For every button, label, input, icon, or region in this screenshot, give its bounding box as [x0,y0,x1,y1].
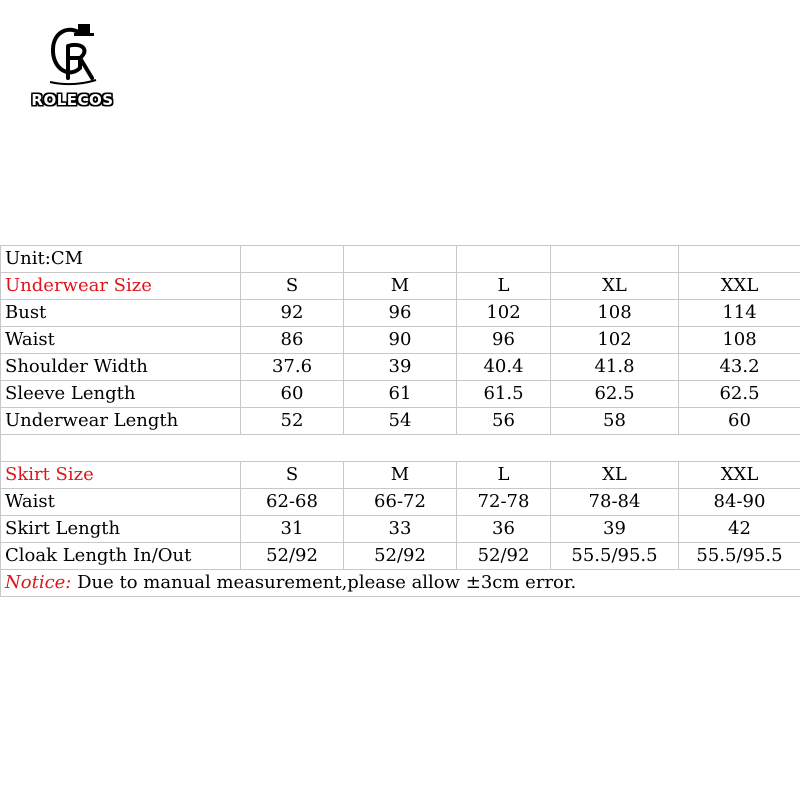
skirt-header-row [1,462,800,489]
unit-label: Unit:CM [1,246,241,273]
cell-value: 33 [344,516,457,543]
row-label: Shoulder Width [1,354,241,381]
cell-value: 54 [344,408,457,435]
cell-value: 108 [551,300,679,327]
size-header: L [457,462,551,489]
notice-row [1,570,800,597]
table-row [1,300,800,327]
row-label: Underwear Length [1,408,241,435]
size-header: M [344,273,457,300]
size-header: XL [551,273,679,300]
size-header: S [241,462,344,489]
table-row [1,543,800,570]
cell-value: 62-68 [241,489,344,516]
size-header: M [344,462,457,489]
skirt-section-title: Skirt Size [1,462,241,489]
cell-value: 62.5 [679,381,800,408]
cell-value: 56 [457,408,551,435]
table-row [1,489,800,516]
cell-value: 52/92 [457,543,551,570]
cell-value: 108 [679,327,800,354]
row-label: Waist [1,327,241,354]
size-header: XL [551,462,679,489]
underwear-section-title: Underwear Size [1,273,241,300]
cell-value: 36 [457,516,551,543]
cell-value: 55.5/95.5 [679,543,800,570]
size-header: S [241,273,344,300]
row-label: Sleeve Length [1,381,241,408]
underwear-header-row [1,273,800,300]
cell-value: 84-90 [679,489,800,516]
cell-value: 102 [551,327,679,354]
cell-value: 96 [344,300,457,327]
size-header: L [457,273,551,300]
size-chart-table [0,245,800,597]
cell-value: 72-78 [457,489,551,516]
cell-value: 58 [551,408,679,435]
cell-value: 78-84 [551,489,679,516]
unit-row [1,246,800,273]
size-header: XXL [679,273,800,300]
cell-value: 90 [344,327,457,354]
cell-value: 62.5 [551,381,679,408]
row-label: Skirt Length [1,516,241,543]
notice-text: Due to manual measurement,please allow ±3cm error. [71,572,577,593]
spacer-cell [1,435,800,462]
cell-value: 61.5 [457,381,551,408]
cell-value: 52/92 [344,543,457,570]
table-row [1,354,800,381]
gr-monogram-icon [48,20,98,88]
cell-value: 102 [457,300,551,327]
cell-value: 31 [241,516,344,543]
cell-value: 60 [679,408,800,435]
size-header: XXL [679,462,800,489]
brand-logo [20,20,125,115]
cell-value: 86 [241,327,344,354]
row-label: Cloak Length In/Out [1,543,241,570]
cell-value: 52/92 [241,543,344,570]
cell-value: 96 [457,327,551,354]
cell-value: 61 [344,381,457,408]
cell-value: 39 [344,354,457,381]
cell-value: 52 [241,408,344,435]
spacer-row [1,435,800,462]
brand-wordmark: ROLECOS [31,91,114,109]
cell-value: 42 [679,516,800,543]
cell-value: 92 [241,300,344,327]
notice-cell [1,570,800,597]
row-label: Waist [1,489,241,516]
table-row [1,381,800,408]
row-label: Bust [1,300,241,327]
cell-value: 37.6 [241,354,344,381]
cell-value: 55.5/95.5 [551,543,679,570]
cell-value: 60 [241,381,344,408]
cell-value: 41.8 [551,354,679,381]
cell-value: 40.4 [457,354,551,381]
cell-value: 39 [551,516,679,543]
table-row [1,327,800,354]
cell-value: 43.2 [679,354,800,381]
notice-label: Notice: [5,572,72,593]
table-row [1,408,800,435]
table-row [1,516,800,543]
cell-value: 114 [679,300,800,327]
cell-value: 66-72 [344,489,457,516]
